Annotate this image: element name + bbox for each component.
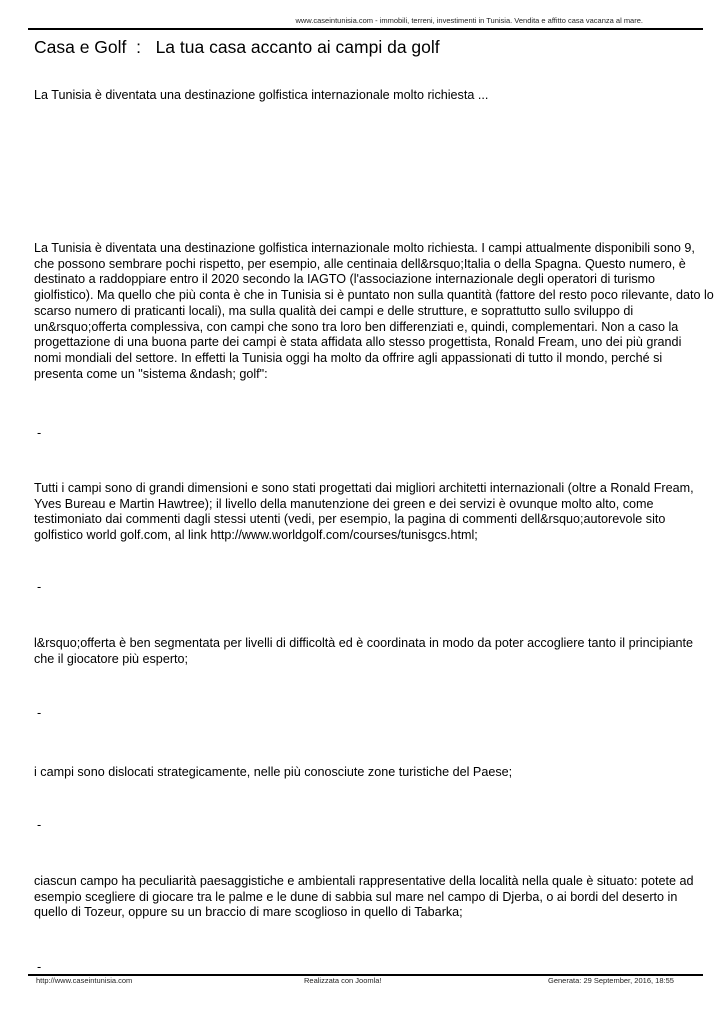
text-line: esempio scegliere di giocare tra le palme e le dune di sabbia sul mare nel campo di Djerba, o ai bordi del deserto in: [34, 889, 678, 904]
text-line: presenta come un "sistema &ndash; golf":: [34, 366, 268, 381]
text-line: scarso numero di praticanti locali), ma sulla qualità dei campi e delle strutture, e soprattutto sullo sviluppo di: [34, 303, 634, 318]
bullet-dash: -: [37, 580, 42, 594]
text-line: progettazione di una buona parte dei campi è stata affidata allo stesso progettista, Ronald Fream, uno dei più grandi: [34, 335, 682, 350]
text-line: l&rsquo;offerta è ben segmentata per livelli di difficoltà ed è coordinata in modo da poter accogliere tanto il principiante: [34, 636, 694, 650]
text-line: La Tunisia è diventata una destinazione golfistica internazionale molto richiesta. I campi attualmente disponibili sono 9,: [34, 241, 695, 255]
header-divider: [28, 28, 703, 30]
text-line: destinato a raddoppiare entro il 2020 secondo la IAGTO (l'associazione internazionale degli operatori di turismo: [34, 272, 656, 287]
text-line: golfistico world golf.com, al link http://www.worldgolf.com/courses/tunisgcs.html;: [34, 528, 478, 543]
footer-url[interactable]: http://www.caseintunisia.com: [36, 976, 133, 985]
text-line: Tutti i campi sono di grandi dimensioni e sono stati progettati dai migliori architetti internazionali (oltre a Ronald Fream,: [34, 481, 694, 495]
bullet-dash: -: [37, 960, 42, 974]
text-line: ciascun campo ha peculiarità paesaggistiche e ambientali rappresentative della località nella quale è situato: potete ad: [34, 874, 694, 888]
text-line: giolfistico). Ma quello che più conta è che in Tunisia si è puntato non sulla quantità (fattore del resto poco rilevante, dato lo: [34, 288, 714, 303]
paragraph-5: [34, 874, 694, 921]
text-line: che il giocatore più esperto;: [34, 651, 189, 666]
text-line: nomi mondiali del settore. In effetti la Tunisia oggi ha molto da offrire agli appassionati di tutto il mondo, perché si: [34, 350, 663, 365]
text-line: quello di Tozeur, oppure su un braccio di mare scoglioso in quello di Tabarka;: [34, 905, 463, 920]
bullet-dash: -: [37, 818, 42, 832]
paragraph-3: [34, 636, 693, 667]
footer-generated-date: Generata: 29 September, 2016, 18:55: [548, 976, 674, 985]
bullet-dash: -: [37, 706, 42, 720]
paragraph-1: [34, 241, 714, 382]
text-line: Yves Bureau e Martin Hawtree); il livello della manutenzione dei green e dei servizi è ovunque molto alto, come: [34, 496, 654, 511]
bullet-dash: -: [37, 426, 42, 440]
text-line: che possono sembrare pochi rispetto, per esempio, alle centinaia dell&rsquo;Italia o della Spagna. Questo numero, è: [34, 256, 686, 271]
text-line: un&rsquo;offerta complessiva, con campi che sono tra loro ben differenziati e, quindi, complementari. Non a caso la: [34, 319, 679, 334]
text-line: i campi sono dislocati strategicamente, nelle più conosciute zone turistiche del Paese;: [34, 765, 513, 779]
footer-powered-by: Realizzata con Joomla!: [304, 976, 382, 985]
intro-text: La Tunisia è diventata una destinazione golfistica internazionale molto richiesta ...: [34, 88, 489, 102]
text-line: testimoniato dai commenti dagli stessi utenti (vedi, per esempio, la pagina di commenti dell&rsquo;autorevole sito: [34, 512, 666, 527]
paragraph-2: [34, 481, 694, 544]
paragraph-4: [34, 765, 512, 781]
header-tagline: www.caseintunisia.com - immobili, terreni, investimenti in Tunisia. Vendita e affitto casa vacanza al mare.: [295, 16, 643, 25]
page-title: Casa e Golf : La tua casa accanto ai campi da golf: [34, 37, 440, 57]
